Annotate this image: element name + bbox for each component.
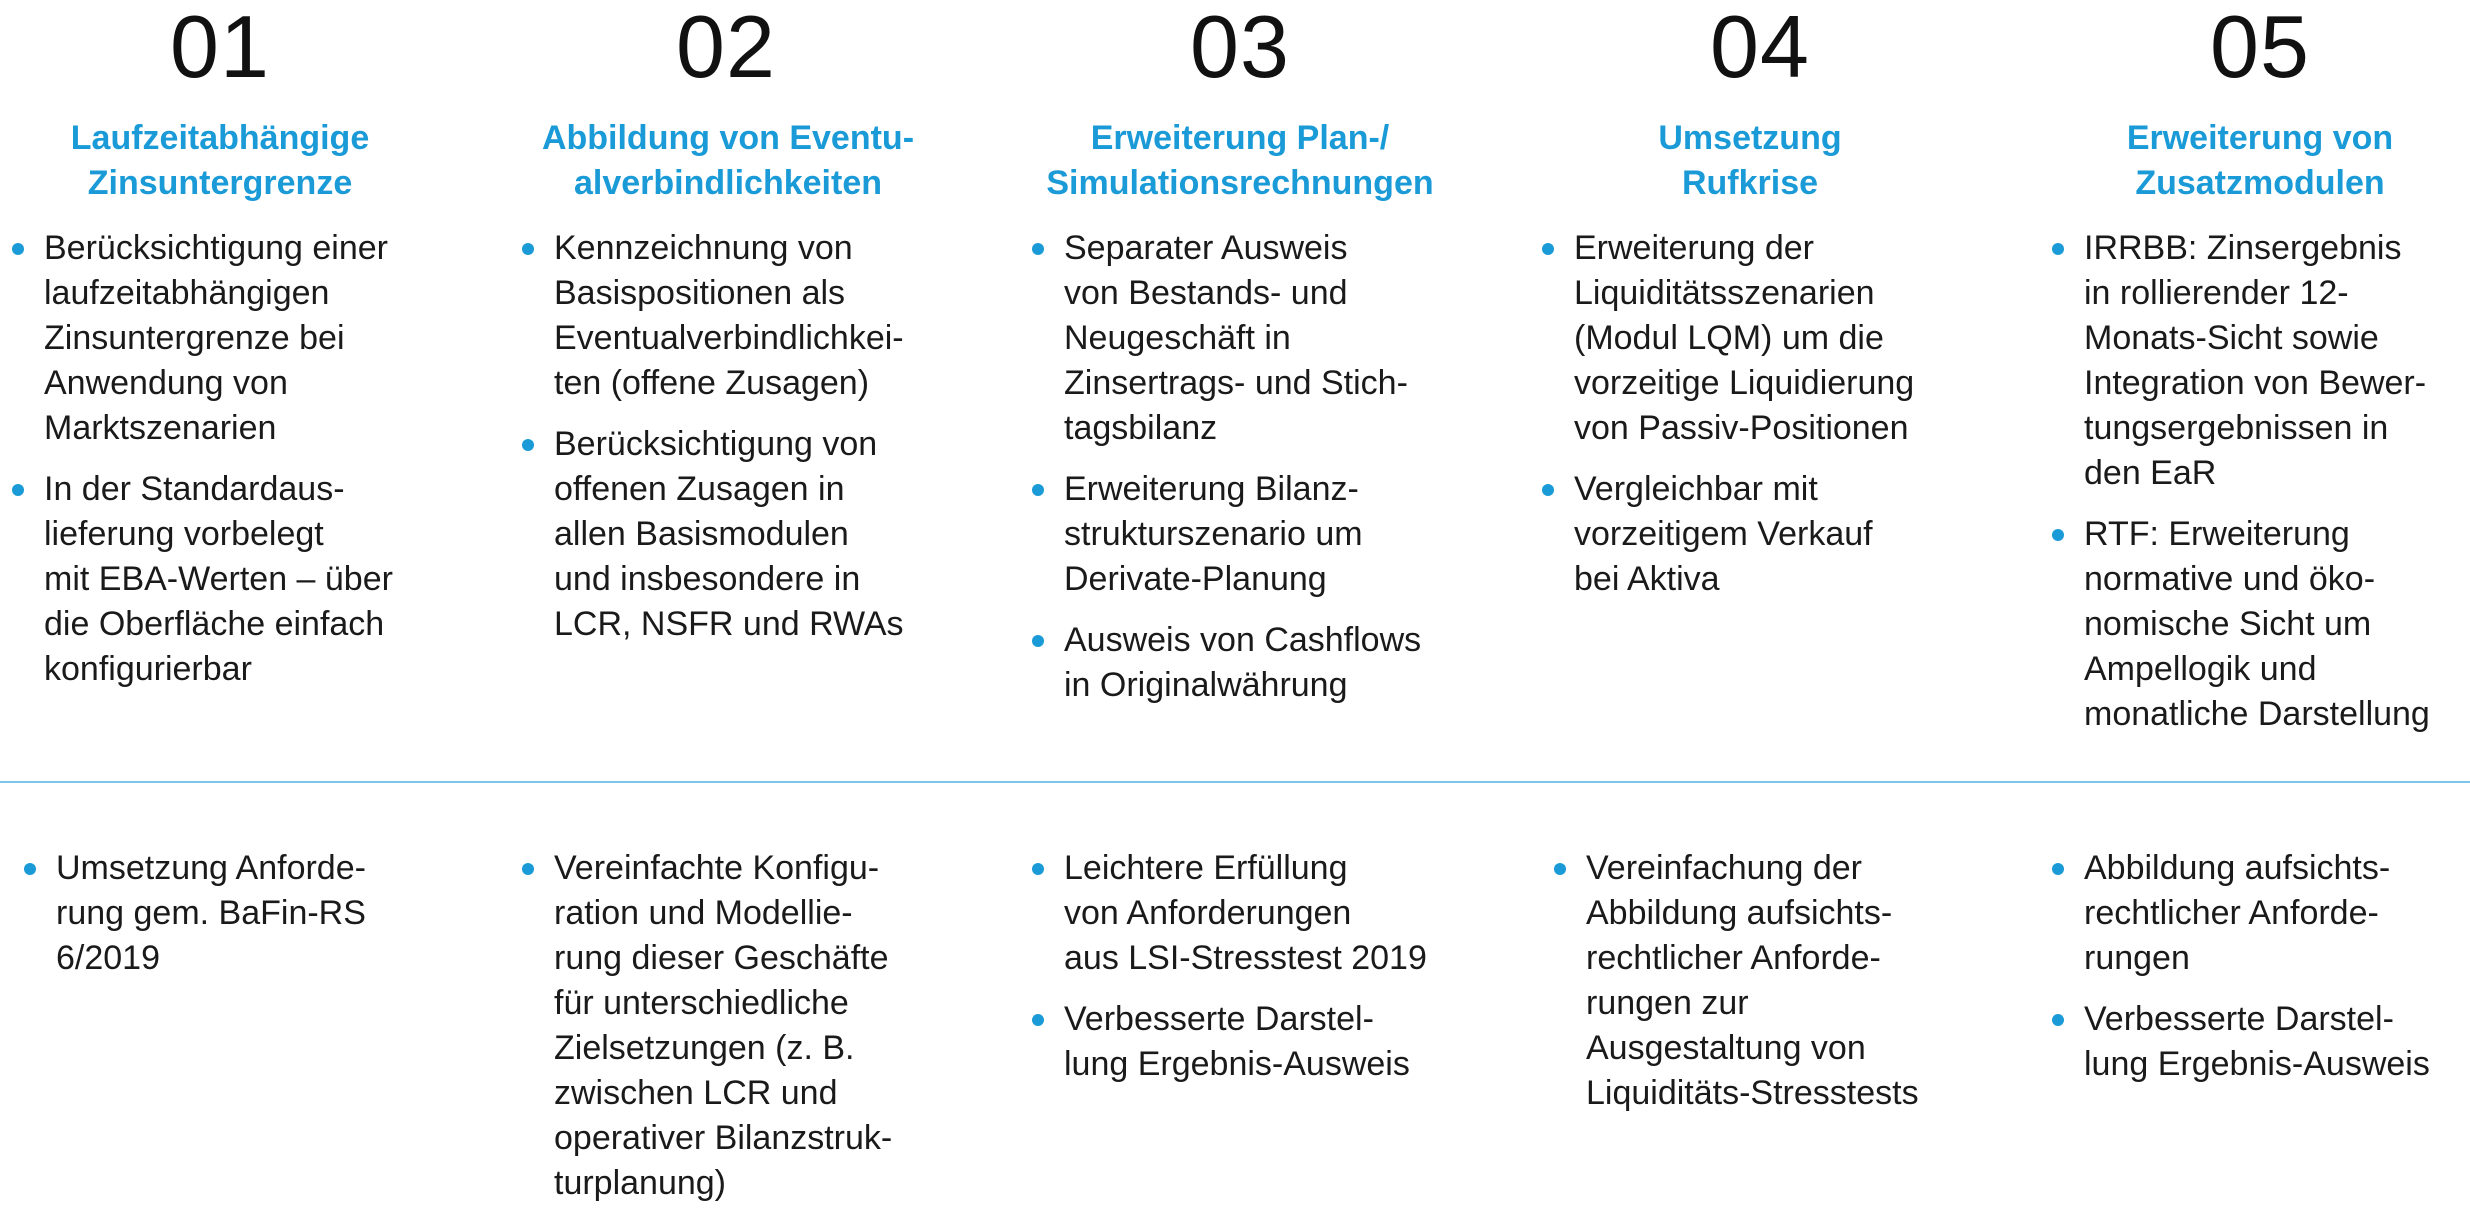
bottom-bullet-list <box>518 846 958 1222</box>
bullet-dot-icon <box>1032 484 1044 496</box>
bullet-text: Verbesserte Darstel- lung Ergebnis-Ausweis <box>1064 1000 1410 1083</box>
bottom-bullet-list <box>2048 846 2470 1103</box>
bullet-item <box>2048 512 2470 737</box>
bullet-item <box>1538 467 1978 602</box>
bullet-text: In der Standardaus- lieferung vorbelegt mit EBA-Werten – über die Oberfläche einfach konfigurierbar <box>44 470 393 688</box>
bullet-item <box>1028 997 1468 1087</box>
bullet-dot-icon <box>24 863 36 875</box>
bullet-item <box>2048 997 2470 1087</box>
bullet-dot-icon <box>522 863 534 875</box>
bullet-dot-icon <box>1032 863 1044 875</box>
bullet-item <box>1028 226 1468 451</box>
column-number: 04 <box>1710 0 1810 96</box>
bullet-dot-icon <box>1032 1014 1044 1026</box>
column-04 <box>1538 0 1978 1205</box>
top-bullet-list <box>1028 226 1468 724</box>
bullet-text: Erweiterung der Liquiditätsszenarien (Modul LQM) um die vorzeitige Liquidierung von Passiv-Positionen <box>1574 229 1915 447</box>
bottom-bullet-list <box>1028 846 1468 1103</box>
column-number: 03 <box>1190 0 1290 96</box>
bullet-text: Ausweis von Cashflows in Originalwährung <box>1064 621 1422 704</box>
bullet-dot-icon <box>522 439 534 451</box>
bullet-item <box>1028 618 1468 708</box>
bottom-bullet-list <box>1550 846 1990 1132</box>
bullet-item <box>518 422 958 647</box>
bullet-item <box>8 467 440 692</box>
column-title: Erweiterung Plan-/ Simulationsrechnungen <box>1046 119 1434 202</box>
top-bullet-list <box>1538 226 1978 618</box>
bullet-item <box>1028 846 1468 981</box>
bullet-dot-icon <box>1032 635 1044 647</box>
top-bullet-list <box>8 226 440 708</box>
top-bullet-list <box>2048 226 2470 753</box>
column-number: 01 <box>170 0 270 96</box>
bullet-item <box>518 846 958 1206</box>
bullet-text: Berücksichtigung von offenen Zusagen in allen Basismodulen und insbesondere in LCR, NSFR und RWAs <box>554 425 904 643</box>
bullet-text: Vereinfachung der Abbildung aufsichts- rechtlicher Anforde- rungen zur Ausgestaltung von Liquiditäts-Stresstests <box>1586 849 1919 1112</box>
bullet-item <box>1028 467 1468 602</box>
column-title: Abbildung von Eventu- alverbindlichkeiten <box>541 119 915 202</box>
bullet-item <box>1550 846 1990 1116</box>
bullet-dot-icon <box>1554 863 1566 875</box>
column-number: 02 <box>676 0 776 96</box>
bullet-text: Vergleichbar mit vorzeitigem Verkauf bei Aktiva <box>1574 470 1873 598</box>
column-01 <box>8 0 440 1205</box>
bullet-dot-icon <box>1542 243 1554 255</box>
bullet-item <box>8 226 440 451</box>
top-bullet-list <box>518 226 958 663</box>
column-title: Laufzeitabhängige Zinsuntergrenze <box>70 119 370 202</box>
bullet-text: Kennzeichnung von Basispositionen als Eventualverbindlichkei- ten (offene Zusagen) <box>554 229 904 402</box>
bullet-item <box>20 846 452 981</box>
bullet-text: Umsetzung Anforde- rung gem. BaFin-RS 6/2019 <box>56 849 366 977</box>
bullet-text: RTF: Erweiterung normative und öko- nomische Sicht um Ampellogik und monatliche Darstellung <box>2084 515 2430 733</box>
column-05 <box>2048 0 2470 1205</box>
bullet-dot-icon <box>12 484 24 496</box>
bullet-text: Abbildung aufsichts- rechtlicher Anforde- rungen <box>2084 849 2391 977</box>
column-02 <box>518 0 958 1205</box>
bullet-dot-icon <box>1032 243 1044 255</box>
bullet-item <box>1538 226 1978 451</box>
bullet-item <box>2048 846 2470 981</box>
column-title: Umsetzung Rufkrise <box>1658 119 1842 202</box>
bullet-text: Vereinfachte Konfigu- ration und Modellie- rung dieser Geschäfte für unterschiedliche Zielsetzungen (z. B. zwischen LCR und operativer Bilanzstruk- turplanung) <box>554 849 893 1202</box>
bullet-dot-icon <box>12 243 24 255</box>
column-title: Erweiterung von Zusatzmodulen <box>2126 119 2394 202</box>
bullet-dot-icon <box>522 243 534 255</box>
bullet-text: Erweiterung Bilanz- strukturszenario um Derivate-Planung <box>1064 470 1363 598</box>
section-divider <box>0 781 2470 783</box>
bullet-dot-icon <box>2052 243 2064 255</box>
bullet-item <box>518 226 958 406</box>
bullet-dot-icon <box>2052 529 2064 541</box>
bullet-text: Separater Ausweis von Bestands- und Neugeschäft in Zinsertrags- und Stich- tagsbilanz <box>1064 229 1408 447</box>
bullet-dot-icon <box>2052 1014 2064 1026</box>
bullet-dot-icon <box>2052 863 2064 875</box>
bottom-bullet-list <box>20 846 452 997</box>
column-03 <box>1028 0 1468 1205</box>
bullet-dot-icon <box>1542 484 1554 496</box>
column-number: 05 <box>2210 0 2310 96</box>
bullet-text: Leichtere Erfüllung von Anforderungen aus LSI-Stresstest 2019 <box>1064 849 1427 977</box>
bullet-text: IRRBB: Zinsergebnis in rollierender 12- Monats-Sicht sowie Integration von Bewer- tungsergebnissen in den EaR <box>2084 229 2427 492</box>
bullet-item <box>2048 226 2470 496</box>
bullet-text: Verbesserte Darstel- lung Ergebnis-Ausweis <box>2084 1000 2430 1083</box>
bullet-text: Berücksichtigung einer laufzeitabhängigen Zinsuntergrenze bei Anwendung von Marktszenarien <box>44 229 388 447</box>
